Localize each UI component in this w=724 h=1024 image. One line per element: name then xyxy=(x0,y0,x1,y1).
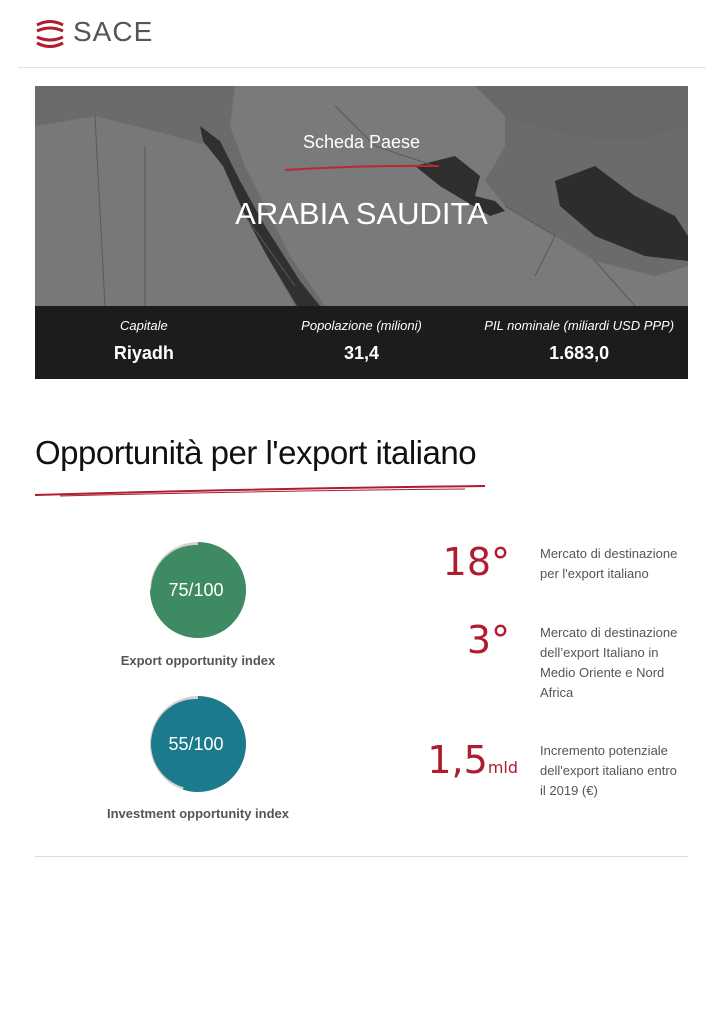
bottom-divider xyxy=(35,856,688,857)
sace-logo-text: SACE xyxy=(73,16,154,47)
hero-underline xyxy=(285,164,439,172)
stat-gdp xyxy=(470,306,688,379)
section-title: Opportunità per l'export italiano xyxy=(35,434,477,471)
header-divider xyxy=(18,67,706,68)
investment-index-caption: Investment opportunity index xyxy=(106,806,289,821)
stat-label: Capitale xyxy=(119,318,168,333)
stat-label: PIL nominale (miliardi USD PPP) xyxy=(484,318,675,333)
increase-unit: mld xyxy=(487,758,518,777)
export-index-donut xyxy=(148,540,248,640)
stat-value: Riyadh xyxy=(113,343,174,363)
export-increase-desc: Incremento potenziale dell'export italiano entro il 2019 (€) xyxy=(540,743,677,798)
increase-value: 1,5 xyxy=(427,738,488,782)
country-stats xyxy=(35,306,688,379)
stat-label: Popolazione (milioni) xyxy=(301,318,422,333)
export-index-gauge xyxy=(148,540,248,640)
stat-population xyxy=(253,306,471,379)
stat-value: 31,4 xyxy=(343,343,380,363)
rank-mena-market xyxy=(380,618,510,662)
investment-index-gauge xyxy=(148,694,248,794)
rank-value: 3° xyxy=(466,618,510,662)
export-increase xyxy=(388,738,518,782)
sace-logo[interactable] xyxy=(35,16,153,48)
rank-export-market-desc: Mercato di destinazione per l'export italiano xyxy=(540,546,678,581)
country-title: ARABIA SAUDITA xyxy=(235,196,488,231)
section-underline xyxy=(35,480,487,500)
export-index-value: 75/100 xyxy=(168,580,224,600)
rank-mena-market-desc: Mercato di destinazione dell’export Italiano in Medio Oriente e Nord Africa xyxy=(540,625,678,700)
sace-logo-mark-icon xyxy=(35,16,65,48)
export-index-caption: Export opportunity index xyxy=(120,653,276,668)
rank-export-market xyxy=(380,540,510,584)
hero-label: Scheda Paese xyxy=(302,132,421,152)
investment-index-donut xyxy=(148,694,248,794)
stat-value: 1.683,0 xyxy=(549,343,610,363)
country-hero xyxy=(35,86,688,306)
rank-value: 18° xyxy=(442,540,510,584)
investment-index-value: 55/100 xyxy=(168,734,224,754)
stat-capital xyxy=(35,306,253,379)
